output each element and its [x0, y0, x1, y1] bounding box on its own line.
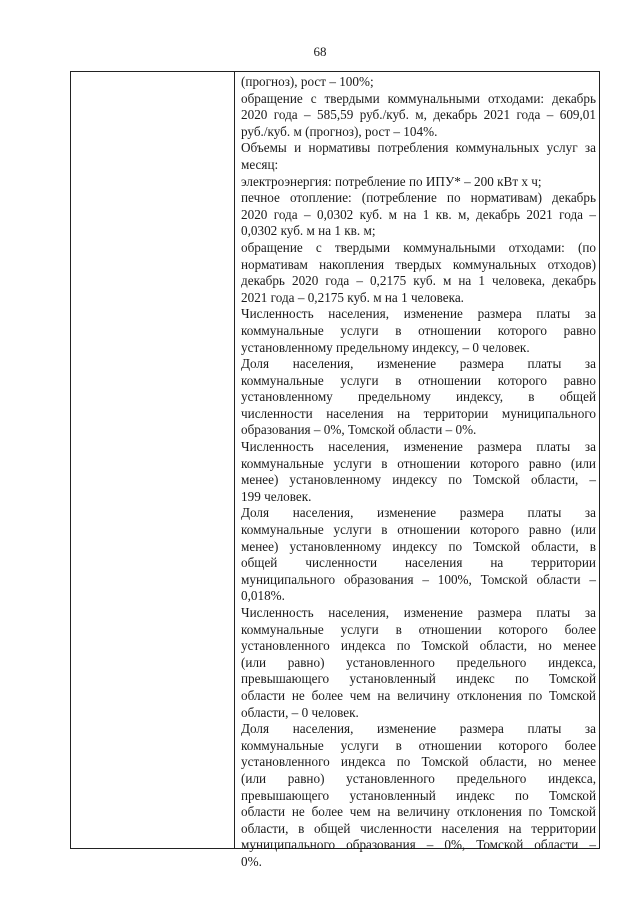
- text-line: декабрь 2020 года – 0,2175 куб. м на 1 человека, декабрь: [241, 273, 596, 289]
- text-line: обращение с твердыми коммунальными отходами: декабрь: [241, 90, 596, 106]
- text-line: установленному предельному индексу, в общей: [241, 389, 596, 405]
- text-line: 0%.: [241, 853, 262, 869]
- text-line: установленного индекса по Томской области, но менее: [241, 754, 596, 770]
- text-line: месяц:: [241, 156, 279, 172]
- text-line: области, в общей численности населения на территории: [241, 820, 596, 836]
- text-line: Численность населения, изменение размера платы за: [241, 605, 596, 620]
- text-line: области не более чем на величину отклонения по Томской: [241, 687, 596, 703]
- text-line: 2021 года – 0,2175 куб. м на 1 человека.: [241, 289, 464, 305]
- text-line: обращение с твердыми коммунальными отходами: (по: [241, 239, 596, 255]
- text-line: Численность населения, изменение размера платы за: [241, 306, 596, 322]
- text-line: общей численности населения на территории: [241, 555, 596, 571]
- text-line: области, – 0 человек.: [241, 704, 359, 720]
- text-line: Численность населения, изменение размера платы за: [241, 439, 596, 455]
- document-table: [70, 71, 600, 869]
- text-line: образования – 0%, Томской области – 0%.: [241, 422, 477, 438]
- text-line: печное отопление: (потребление по нормативам) декабрь: [241, 190, 596, 206]
- text-line: установленному предельному индексу, – 0 человек.: [241, 339, 530, 355]
- text-line: коммунальные услуги в отношении которого более: [241, 737, 596, 753]
- text-line: (прогноз), рост – 100%;: [241, 74, 374, 89]
- text-line: 2020 года – 585,59 руб./куб. м, декабрь 2021 года – 609,01: [241, 107, 596, 123]
- text-line: (или равно) установленного предельного индекса,: [241, 654, 596, 670]
- column-divider: [234, 72, 235, 848]
- text-line: коммунальные услуги в отношении которого равно: [241, 372, 596, 388]
- text-line: руб./куб. м (прогноз), рост – 104%.: [241, 123, 438, 139]
- text-line: коммунальные услуги в отношении которого равно (или: [241, 522, 596, 538]
- text-line: менее) установленному индексу по Томской области, –: [241, 472, 596, 488]
- text-line: муниципального образования – 0%, Томской области –: [241, 837, 596, 853]
- text-line: превышающего установленный индекс по Томской: [241, 671, 596, 687]
- text-line: Доля населения, изменение размера платы за: [241, 505, 596, 521]
- text-line: муниципального образования – 100%, Томской области –: [241, 571, 596, 587]
- text-line: численности населения на территории муниципального: [241, 405, 596, 421]
- text-line: Доля населения, изменение размера платы за: [241, 721, 596, 737]
- text-line: (или равно) установленного предельного индекса,: [241, 770, 596, 786]
- text-line: нормативам накопления твердых коммунальных отходов): [241, 256, 596, 272]
- text-line: установленного индекса по Томской области, но менее: [241, 638, 596, 654]
- table-cell-text: [241, 74, 596, 871]
- text-line: электроэнергия: потребление по ИПУ* – 200 кВт х ч;: [241, 173, 542, 189]
- text-line: области не более чем на величину отклонения по Томской: [241, 804, 596, 820]
- text-line: коммунальные услуги в отношении которого равно (или: [241, 455, 596, 471]
- text-line: менее) установленному индексу по Томской области, в: [241, 538, 596, 554]
- text-line: 0,0302 куб. м на 1 кв. м;: [241, 223, 376, 239]
- page-number: 68: [313, 44, 327, 59]
- text-line: 2020 года – 0,0302 куб. м на 1 кв. м, декабрь 2021 года –: [241, 206, 596, 222]
- text-line: коммунальные услуги в отношении которого равно: [241, 322, 596, 338]
- text-line: коммунальные услуги в отношении которого более: [241, 621, 596, 637]
- text-line: Объемы и нормативы потребления коммунальных услуг за: [241, 140, 596, 156]
- text-line: 0,018%.: [241, 588, 285, 604]
- text-line: 199 человек.: [241, 488, 312, 504]
- text-line: Доля населения, изменение размера платы за: [241, 356, 596, 372]
- text-line: превышающего установленный индекс по Томской: [241, 787, 596, 803]
